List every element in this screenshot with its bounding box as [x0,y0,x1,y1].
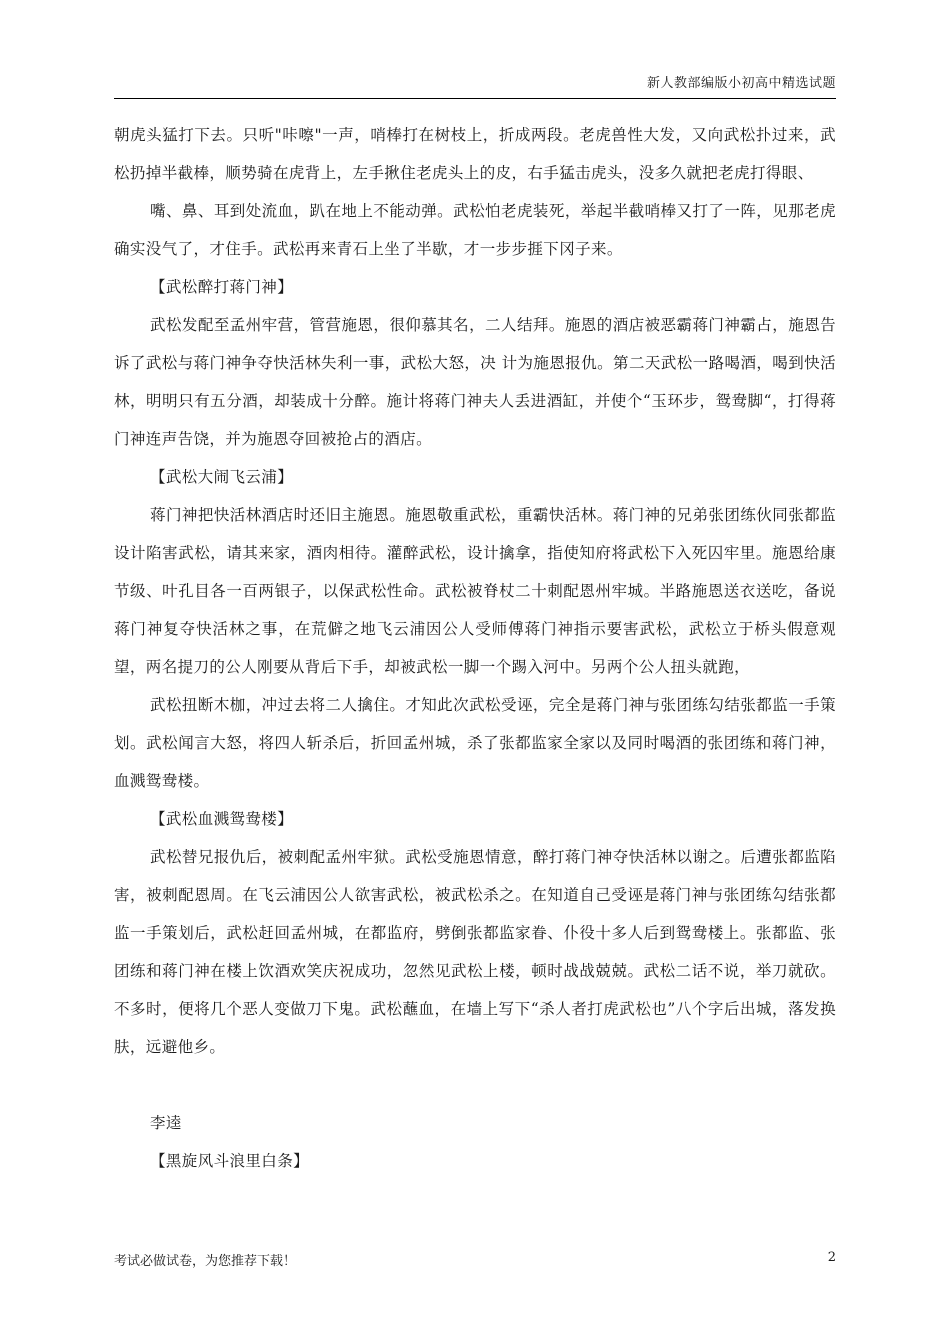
section-heading-feiyunpu: 【武松大闹飞云浦】 [150,468,294,486]
header-divider [114,98,836,99]
document-body [114,116,836,1180]
paragraph-tiger-fight-end: 朝虎头猛打下去。只听"咔嚓"一声，哨棒打在树枝上，折成两段。老虎兽性大发，又向武松扑过来，武松扔掉半截棒，顺势骑在虎背上，左手揪住老虎头上的皮，右手猛击虎头，没多久就把老虎打得眼、 [114,126,836,182]
paragraph-jiangmenshen: 武松发配至孟州牢营，管营施恩，很仰慕其名，二人结拜。施恩的酒店被恶霸蒋门神霸占，施恩告诉了武松与蒋门神争夺快活林失利一事，武松大怒，决 计为施恩报仇。第二天武松一路喝酒，喝到快活林，明明只有五分酒，却装成十分醉。施计将蒋门神夫人丢进酒缸，并使个“玉环步，鸳鸯脚“，打得蒋门神连声告饶，并为施恩夺回被抢占的酒店。 [114,316,836,448]
page-header: 新人教部编版小初高中精选试题 [646,76,836,91]
blank-line [114,1066,836,1104]
section-heading-likui: 【黑旋风斗浪里白条】 [150,1152,310,1170]
paragraph-feiyunpu-1: 蒋门神把快活林酒店时还旧主施恩。施恩敬重武松，重霸快活林。蒋门神的兄弟张团练伙同张都监设计陷害武松，请其来家，酒肉相待。灌醉武松，设计擒拿，指使知府将武松下入死囚牢里。施恩给康节级、叶孔目各一百两银子，以保武松性命。武松被脊杖二十刺配恩州牢城。半路施恩送衣送吃，备说蒋门神复夺快活林之事，在荒僻之地飞云浦因公人受师傅蒋门神指示要害武松，武松立于桥头假意观望，两名提刀的公人刚要从背后下手，却被武松一脚一个踢入河中。另两个公人扭头就跑， [114,506,836,676]
section-heading-yuanyanglou: 【武松血溅鸳鸯楼】 [150,810,294,828]
section-heading-jiangmenshen: 【武松醉打蒋门神】 [150,278,294,296]
page-number: 2 [827,1250,836,1265]
paragraph-feiyunpu-2: 武松扭断木枷，冲过去将二人擒住。才知此次武松受诬，完全是蒋门神与张团练勾结张都监一手策划。武松闻言大怒，将四人斩杀后，折回孟州城，杀了张都监家全家以及同时喝酒的张团练和蒋门神，血溅鸳鸯楼。 [114,696,836,790]
paragraph-tiger-dead: 嘴、鼻、耳到处流血，趴在地上不能动弹。武松怕老虎装死，举起半截哨棒又打了一阵，见那老虎确实没气了，才住手。武松再来青石上坐了半歇，才一步步捱下冈子来。 [114,202,836,258]
character-name-likui: 李逵 [150,1114,182,1132]
footer-text: 考试必做试卷，为您推荐下载！ [114,1254,297,1269]
paragraph-yuanyanglou: 武松替兄报仇后，被刺配孟州牢狱。武松受施恩情意，醉打蒋门神夺快活林以谢之。后遭张都监陷害，被刺配恩周。在飞云浦因公人欲害武松，被武松杀之。在知道自己受诬是蒋门神与张团练勾结张都监一手策划后，武松赶回孟州城，在都监府，劈倒张都监家眷、仆役十多人后到鸳鸯楼上。张都监、张团练和蒋门神在楼上饮酒欢笑庆祝成功，忽然见武松上楼，顿时战战兢兢。武松二话不说，举刀就砍。不多时，便将几个恶人变做刀下鬼。武松蘸血，在墙上写下“杀人者打虎武松也”八个字后出城，落发换肤，远避他乡。 [114,848,836,1056]
